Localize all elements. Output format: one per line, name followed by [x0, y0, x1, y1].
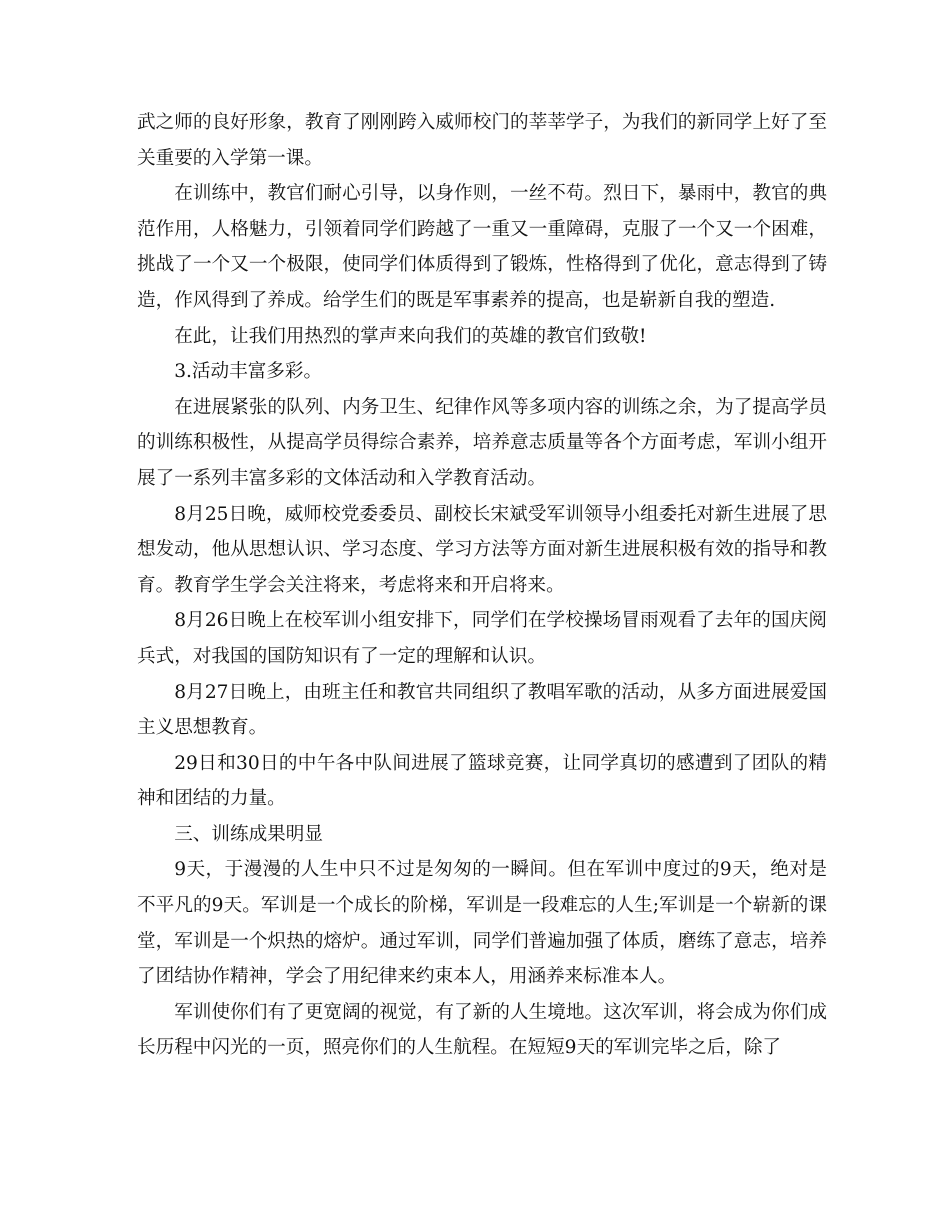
paragraph-8: 8月27日晚上，由班主任和教官共同组织了教唱军歌的活动，从多方面进展爱国主义思想教育。 [137, 681, 827, 739]
paragraph-12: 军训使你们有了更宽阔的视觉，有了新的人生境地。这次军训，将会成为你们成长历程中闪光的一页，照亮你们的人生航程。在短短9天的军训完毕之后，除了 [137, 1001, 827, 1059]
paragraph-1: 武之师的良好形象，教育了刚刚跨入威师校门的莘莘学子，为我们的新同学上好了至关重要的入学第一课。 [137, 112, 827, 169]
section-heading-activities: 3.活动丰富多彩。 [174, 361, 323, 383]
paragraph-7: 8月26日晚上在校军训小组安排下，同学们在学校操场冒雨观看了去年的国庆阅兵式，对我国的国防知识有了一定的理解和认识。 [137, 610, 827, 667]
paragraph-11: 9天，于漫漫的人生中只不过是匆匆的一瞬间。但在军训中度过的9天，绝对是不平凡的9天。军训是一个成长的阶梯，军训是一段难忘的人生;军训是一个崭新的课堂，军训是一个炽热的熔炉。通过军训，同学们普遍加强了体质，磨练了意志，培养了团结协作精神，学会了用纪律来约束本人，用涵养来标准本人。 [137, 859, 827, 988]
paragraph-6: 8月25日晚，威师校党委委员、副校长宋斌受军训领导小组委托对新生进展了思想发动，他从思想认识、学习态度、学习方法等方面对新生进展积极有效的指导和教育。教育学生学会关注将来，考虑将来和开启将来。 [137, 503, 827, 596]
document-body [137, 105, 827, 1066]
paragraph-5: 在进展紧张的队列、内务卫生、纪律作风等多项内容的训练之余，为了提高学员的训练积极性，从提高学员得综合素养，培养意志质量等各个方面考虑，军训小组开展了一系列丰富多彩的文体活动和入学教育活动。 [137, 396, 827, 489]
paragraph-3: 在此，让我们用热烈的掌声来向我们的英雄的教官们致敬! [174, 325, 647, 347]
section-heading-results: 三、训练成果明显 [174, 823, 323, 845]
paragraph-2: 在训练中，教官们耐心引导，以身作则，一丝不苟。烈日下，暴雨中，教官的典范作用，人格魅力，引领着同学们跨越了一重又一重障碍，克服了一个又一个困难，挑战了一个又一个极限，使同学们体质得到了锻炼，性格得到了优化，意志得到了铸造，作风得到了养成。给学生们的既是军事素养的提高，也是崭新自我的塑造. [137, 183, 827, 311]
paragraph-9: 29日和30日的中午各中队间进展了篮球竞赛，让同学真切的感遭到了团队的精神和团结的力量。 [137, 752, 827, 810]
